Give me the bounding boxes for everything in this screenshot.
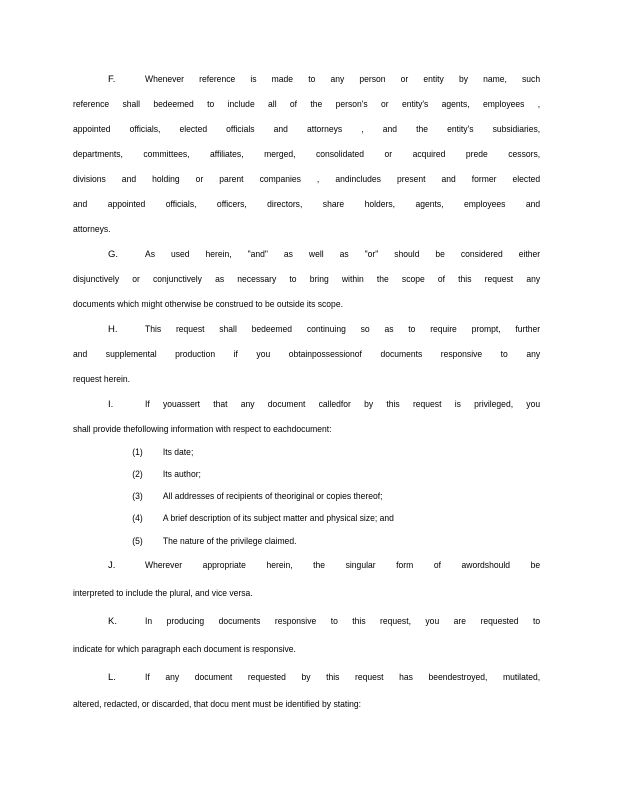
paragraph-line: attorneys. (73, 224, 111, 235)
list-item-number: (1) (132, 447, 143, 458)
list-item-number: (5) (132, 536, 143, 547)
paragraph-line: Wherever appropriate herein, the singular form of awordshould be (145, 560, 541, 571)
paragraph-line: reference shall bedeemed to include all of the person's or entity's agents, employees , (73, 99, 541, 110)
paragraph-line: altered, redacted, or discarded, that docu ment must be identified by stating: (73, 699, 362, 710)
paragraph-line: and appointed officials, officers, directors, share holders, agents, employees and (73, 199, 541, 210)
paragraph-label: L. (108, 672, 116, 683)
paragraph-line: request herein. (73, 374, 131, 385)
list-item-text: All addresses of recipients of theoriginal or copies thereof; (162, 491, 383, 502)
list-item (0, 535, 556, 549)
paragraph-label: I. (108, 399, 114, 410)
paragraph-line: As used herein, "and" as well as "or" should be considered either (145, 249, 541, 260)
list-item-text: A brief description of its subject matter and physical size; and (162, 513, 394, 524)
paragraph-label: H. (108, 324, 118, 335)
list-item (0, 512, 556, 526)
paragraph-line: Whenever reference is made to any person or entity by name, such (145, 74, 541, 85)
paragraph-line: disjunctively or conjunctively as necessary to bring within the scope of this request any (73, 274, 541, 285)
paragraph-label: G. (108, 249, 119, 260)
paragraph-line: shall provide thefollowing information with respect to eachdocument: (73, 424, 332, 435)
paragraph-line: documents which might otherwise be construed to be outside its scope. (73, 299, 343, 310)
paragraph-label: K. (108, 616, 117, 627)
paragraph-line: appointed officials, elected officials and attorneys , and the entity's subsidiaries, (73, 124, 541, 135)
paragraph-line: departments, committees, affiliates, merged, consolidated or acquired prede cessors, (73, 149, 541, 160)
list-item (0, 446, 556, 460)
paragraph-line: divisions and holding or parent companies , andincludes present and former elected (73, 174, 541, 185)
paragraph-line: and supplemental production if you obtainpossessionof documents responsive to any (73, 349, 541, 360)
paragraph-line: In producing documents responsive to this request, you are requested to (145, 616, 541, 627)
list-item-text: The nature of the privilege claimed. (162, 536, 297, 547)
paragraph-line: indicate for which paragraph each document is responsive. (73, 644, 296, 655)
list-item (0, 468, 556, 482)
list-item (0, 490, 556, 504)
paragraph-line: This request shall bedeemed continuing so as to require prompt, further (145, 324, 541, 335)
list-item-number: (2) (132, 469, 143, 480)
paragraph-line: interpreted to include the plural, and vice versa. (73, 588, 253, 599)
list-item-text: Its author; (162, 469, 201, 480)
paragraph-line: If youassert that any document calledfor by this request is privileged, you (145, 399, 541, 410)
paragraph-label: J. (108, 560, 116, 571)
list-item-text: Its date; (162, 447, 194, 458)
list-item-number: (4) (132, 513, 143, 524)
list-item-number: (3) (132, 491, 143, 502)
paragraph-line: If any document requested by this request has beendestroyed, mutilated, (145, 672, 541, 683)
paragraph-label: F. (108, 74, 116, 85)
